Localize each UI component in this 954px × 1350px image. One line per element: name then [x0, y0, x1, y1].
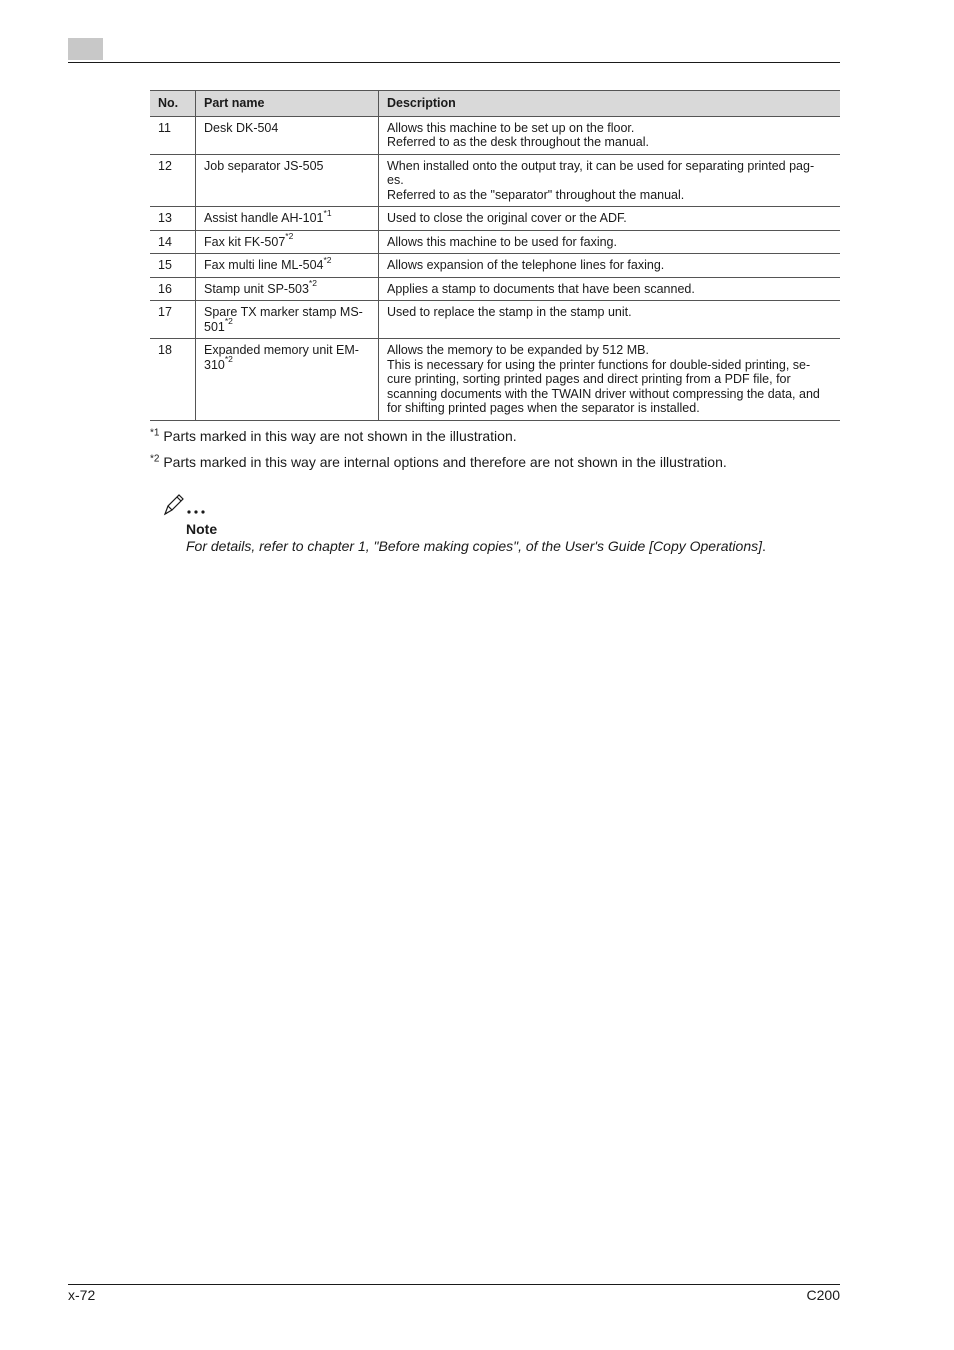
part-name-text: Fax kit FK-507 — [204, 234, 286, 249]
cell-no: 11 — [150, 116, 196, 154]
cell-no: 15 — [150, 254, 196, 278]
parts-table — [150, 90, 840, 421]
table-body — [150, 116, 840, 420]
part-name-text: Expanded memory unit EM- 310 — [204, 343, 359, 372]
footnote-1 — [150, 428, 517, 445]
note-text-body: For details, refer to chapter 1, "Before making copies", of the User's Guide [Copy Operations] — [186, 538, 762, 554]
cell-no: 17 — [150, 301, 196, 339]
cell-part-name — [196, 339, 379, 421]
footnote-text: Parts marked in this way are not shown in the illustration. — [163, 428, 517, 444]
cell-description: Used to replace the stamp in the stamp unit. — [379, 301, 841, 339]
header-description: Description — [379, 91, 841, 117]
part-name-text: Fax multi line ML-504 — [204, 258, 324, 272]
footnote-mark: *1 — [150, 427, 160, 439]
cell-no: 14 — [150, 230, 196, 254]
table-header-row — [150, 91, 840, 117]
note-title: Note — [186, 521, 218, 537]
cell-no: 13 — [150, 207, 196, 231]
note-text-period: . — [762, 538, 766, 554]
footer-rule — [68, 1284, 840, 1285]
header-no: No. — [150, 91, 196, 117]
footnote-mark: *2 — [150, 453, 160, 465]
table-row — [150, 154, 840, 207]
footnote-ref: *2 — [285, 231, 294, 242]
part-name-text: Stamp unit SP-503 — [204, 281, 309, 296]
cell-description: Allows this machine to be set up on the floor. Referred to as the desk throughout the manual. — [379, 116, 841, 154]
cell-part-name — [196, 116, 379, 154]
table-row — [150, 116, 840, 154]
cell-description: Used to close the original cover or the ADF. — [379, 207, 841, 231]
part-name-text: Job separator JS-505 — [204, 158, 324, 173]
table-row — [150, 339, 840, 421]
part-name-text: Spare TX marker stamp MS- 501 — [204, 305, 363, 334]
footnote-ref: *2 — [224, 316, 233, 327]
cell-no: 12 — [150, 154, 196, 207]
cell-part-name — [196, 154, 379, 207]
cell-no: 18 — [150, 339, 196, 421]
model-name: C200 — [806, 1287, 840, 1303]
cell-part-name — [196, 254, 379, 278]
page-number: x-72 — [68, 1287, 96, 1303]
table-row — [150, 301, 840, 339]
footnote-ref: *2 — [323, 254, 332, 265]
part-name-text: Assist handle AH-101 — [204, 211, 324, 225]
cell-no: 16 — [150, 277, 196, 301]
cell-part-name — [196, 277, 379, 301]
footnote-text: Parts marked in this way are internal options and therefore are not shown in the illustration. — [163, 454, 727, 470]
table-row — [150, 230, 840, 254]
header-part-name: Part name — [196, 91, 379, 117]
cell-description: Allows expansion of the telephone lines for faxing. — [379, 254, 841, 278]
cell-part-name — [196, 301, 379, 339]
footnote-2 — [150, 454, 727, 471]
part-name-text: Desk DK-504 — [204, 120, 279, 135]
header-rule — [68, 62, 840, 63]
footnote-ref: *1 — [323, 207, 332, 218]
footnote-ref: *2 — [224, 354, 233, 365]
table-row — [150, 277, 840, 301]
footnote-ref: *2 — [308, 278, 317, 289]
cell-part-name — [196, 230, 379, 254]
table-row — [150, 207, 840, 231]
pencil-note-icon — [162, 492, 212, 518]
cell-description: Allows this machine to be used for faxing. — [379, 230, 841, 254]
cell-part-name — [196, 207, 379, 231]
note-text — [186, 538, 766, 554]
cell-description: Applies a stamp to documents that have been scanned. — [379, 277, 841, 301]
chapter-tab — [68, 38, 103, 60]
cell-description: When installed onto the output tray, it can be used for separating printed pag- es. Referred to as the "separator" throughout the manual. — [379, 154, 841, 207]
cell-description: Allows the memory to be expanded by 512 MB. This is necessary for using the printer functions for double-sided printing, se- cure printing, sorting printed pages and direct printing from a PDF file, for scanning documents with the TWAIN driver without compressing the data, and for shifting printed pages when the separator is installed. — [379, 339, 841, 421]
table-row — [150, 254, 840, 278]
